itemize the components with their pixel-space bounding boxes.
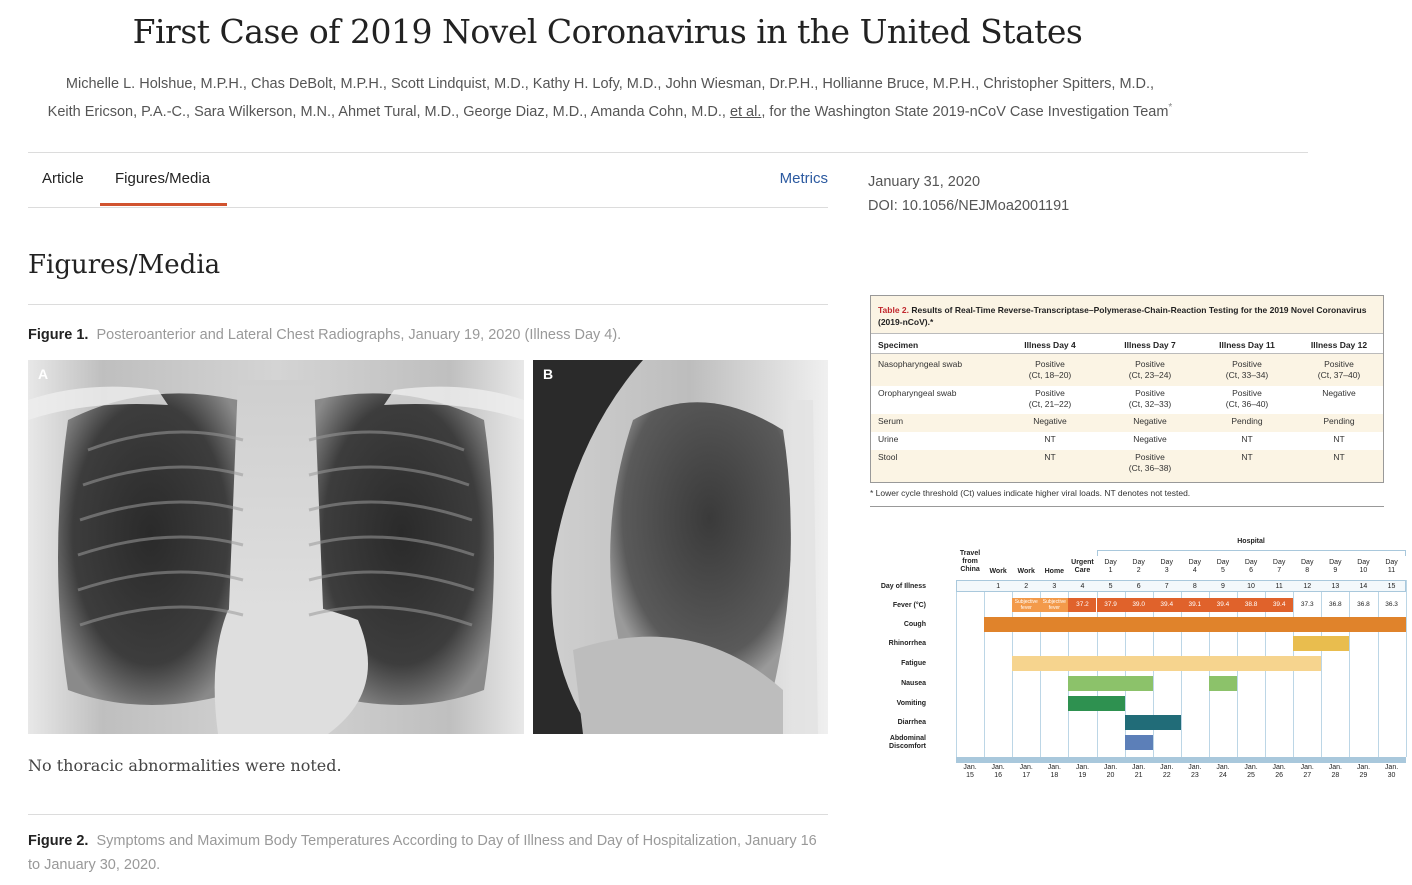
- date-label: Jan. 16: [991, 764, 1005, 779]
- authors-line-2: [30, 96, 1190, 124]
- section-divider: [28, 304, 828, 305]
- table-2-label: Table 2.: [878, 305, 910, 315]
- date-label: Jan. 28: [1328, 764, 1342, 779]
- table-2-cell: Positive (Ct, 36–40): [1225, 388, 1269, 409]
- hospital-day-label: Day 5: [1216, 559, 1230, 574]
- fever-value: Subjective fever: [1012, 598, 1040, 612]
- row-label: Fatigue: [901, 660, 926, 667]
- publication-date: January 31, 2020: [868, 174, 981, 190]
- xray-panel-b[interactable]: [533, 360, 828, 734]
- date-label: Jan. 17: [1019, 764, 1033, 779]
- date-label: Jan. 20: [1103, 764, 1118, 779]
- date-label: Jan. 18: [1047, 764, 1061, 779]
- symptom-bar: [1068, 696, 1124, 711]
- date-label: Jan. 22: [1160, 764, 1174, 779]
- date-label: Jan. 24: [1216, 764, 1230, 779]
- hospital-label: Hospital: [1237, 538, 1265, 545]
- table-2-header-2: Illness Day 7: [1124, 340, 1176, 350]
- symptom-bar: [1125, 715, 1181, 730]
- location-label: Work: [989, 568, 1007, 575]
- table-2-title: [878, 304, 1378, 328]
- location-label: Travel from China: [959, 550, 981, 573]
- authors-line-2-end: , for the Washington State 2019-nCoV Case Investigation Team: [761, 103, 1169, 120]
- figure-1-note: No thoracic abnormalities were noted.: [28, 756, 342, 775]
- row-label: Abdominal Discomfort: [889, 735, 926, 750]
- doi[interactable]: DOI: 10.1056/NEJMoa2001191: [868, 198, 1070, 214]
- posteroanterior-radiograph: [28, 360, 524, 734]
- illness-day-label: 11: [1275, 583, 1283, 590]
- bottom-axis-band: [956, 757, 1406, 763]
- location-label: Urgent Care: [1071, 559, 1094, 574]
- authors-line-1: Michelle L. Holshue, M.P.H., Chas DeBolt, M.P.H., Scott Lindquist, M.D., Kathy H. Lofy, M.D., John Wiesman, Dr.P.H., Hollianne Bruce, M.P.H., Christopher Spitters, M.D.,: [65, 76, 1155, 92]
- table-2-cell: Negative: [1133, 416, 1167, 426]
- figure-1-label: Figure 1.: [28, 327, 89, 343]
- symptom-bar: [1012, 656, 1321, 671]
- date-label: Jan. 29: [1356, 764, 1371, 779]
- table-2-cell: Negative: [1322, 388, 1356, 398]
- grid-line: [1406, 580, 1407, 757]
- table-2-cell: Positive (Ct, 21–22): [1028, 388, 1072, 409]
- fever-value: 39.0: [1125, 598, 1153, 612]
- fever-value: 36.8: [1357, 601, 1370, 608]
- fever-value: 36.8: [1329, 601, 1342, 608]
- table-2-cell: NT: [1241, 434, 1253, 444]
- table-2-cell: Stool: [878, 452, 898, 462]
- table-2-bottom-rule: [870, 506, 1384, 507]
- hospital-day-label: Day 6: [1244, 559, 1258, 574]
- symptom-timeline-chart[interactable]: [870, 535, 1399, 785]
- team-footnote-marker[interactable]: *: [1168, 102, 1173, 113]
- row-label: Vomiting: [896, 700, 926, 707]
- fever-value: 37.2: [1068, 598, 1096, 612]
- hospital-day-label: Day 11: [1385, 559, 1398, 574]
- date-label: Jan. 26: [1272, 764, 1286, 779]
- date-label: Jan. 25: [1244, 764, 1258, 779]
- table-2-cell: Positive (Ct, 23–24): [1128, 359, 1172, 380]
- section-heading: Figures/Media: [28, 250, 221, 280]
- fever-value: 39.1: [1181, 598, 1209, 612]
- table-2-cell: Positive (Ct, 18–20): [1028, 359, 1072, 380]
- hospital-day-label: Day 9: [1329, 559, 1342, 574]
- hospital-day-label: Day 4: [1188, 559, 1202, 574]
- date-label: Jan. 21: [1132, 764, 1146, 779]
- article-meta: [868, 170, 1069, 218]
- table-2-cell: Urine: [878, 434, 899, 444]
- date-label: Jan. 19: [1075, 764, 1090, 779]
- illness-day-label: 13: [1331, 583, 1340, 590]
- fever-value: Subjective fever: [1040, 598, 1068, 612]
- fever-value: 38.8: [1237, 598, 1265, 612]
- table-2-header-1: Illness Day 4: [1024, 340, 1076, 350]
- table-2-cell: NT: [1044, 434, 1056, 444]
- et-al-link[interactable]: et al.: [729, 103, 762, 120]
- hospital-day-label: Day 10: [1357, 559, 1370, 574]
- figure-2-caption: [28, 829, 828, 877]
- symptom-bar: [1209, 676, 1237, 691]
- illness-day-label: 7: [1164, 583, 1169, 590]
- illness-day-label: 4: [1080, 583, 1085, 590]
- date-label: Jan. 23: [1188, 764, 1202, 779]
- illness-day-label: 10: [1247, 583, 1255, 590]
- tab-figures-media[interactable]: Figures/Media: [115, 170, 211, 187]
- table-2-title-text: Results of Real-Time Reverse-Transcriptase–Polymerase-Chain-Reaction Testing for the 2019 Novel Coronavirus (2019-nCoV).*: [878, 305, 1367, 327]
- hospital-day-label: Day 7: [1272, 559, 1286, 574]
- tab-article[interactable]: Article: [42, 170, 84, 187]
- row-label: Nausea: [901, 680, 926, 687]
- table-2-cell: NT: [1044, 452, 1056, 462]
- table-2-footnote: * Lower cycle threshold (Ct) values indicate higher viral loads. NT denotes not tested.: [870, 488, 1191, 498]
- date-label: Jan. 27: [1300, 764, 1314, 779]
- row-label: Fever (°C): [892, 602, 926, 609]
- fever-value: 37.3: [1300, 601, 1314, 608]
- panel-b-label: B: [543, 366, 554, 382]
- symptom-bar: [984, 617, 1406, 632]
- article-tabs: [28, 160, 828, 208]
- table-2-cell: NT: [1333, 452, 1345, 462]
- illness-day-label: 2: [1024, 583, 1029, 590]
- table-2-cell: Positive (Ct, 32–33): [1128, 388, 1172, 409]
- illness-day-label: 14: [1359, 583, 1368, 590]
- figure-1-caption-text: Posteroanterior and Lateral Chest Radiographs, January 19, 2020 (Illness Day 4).: [96, 327, 622, 343]
- tab-metrics[interactable]: Metrics: [779, 170, 828, 187]
- lateral-radiograph: [533, 360, 828, 734]
- xray-panel-a[interactable]: [28, 360, 524, 734]
- figure-divider: [28, 814, 828, 815]
- illness-day-label: 12: [1303, 583, 1312, 590]
- illness-day-label: 8: [1192, 583, 1197, 590]
- grid-line: [956, 580, 957, 757]
- table-2-header-3: Illness Day 11: [1219, 340, 1275, 350]
- illness-day-label: 15: [1387, 583, 1396, 590]
- illness-day-label: 6: [1136, 583, 1141, 590]
- figure-2-label: Figure 2.: [28, 833, 89, 849]
- table-2-cell: Negative: [1133, 434, 1167, 444]
- illness-day-label: 9: [1220, 583, 1225, 590]
- table-2-header-0: Specimen: [878, 340, 919, 350]
- table-2-cell: Negative: [1033, 416, 1067, 426]
- fever-value: 39.4: [1265, 598, 1293, 612]
- table-2-cell: NT: [1333, 434, 1345, 444]
- location-label: Work: [1017, 568, 1035, 575]
- table-2-cell: NT: [1241, 452, 1253, 462]
- row-label: Rhinorrhea: [888, 640, 926, 647]
- hospital-bracket: [1097, 550, 1406, 556]
- figure-1-caption: [28, 323, 828, 347]
- figure-2-caption-text: Symptoms and Maximum Body Temperatures According to Day of Illness and Day of Hospitalization, January 16 to January 30, 2020.: [28, 833, 817, 873]
- table-2-cell: Nasopharyngeal swab: [878, 359, 963, 369]
- table-2-header-4: Illness Day 12: [1310, 340, 1368, 350]
- table-2-cell: Positive (Ct, 36–38): [1128, 452, 1172, 473]
- table-2[interactable]: [870, 295, 1384, 483]
- article-title: First Case of 2019 Novel Coronavirus in the United States: [132, 12, 1083, 51]
- table-2-cell: Pending: [1231, 416, 1263, 426]
- fever-value: 39.4: [1153, 598, 1181, 612]
- grid-line: [984, 580, 985, 757]
- illness-day-label: 1: [996, 583, 1001, 590]
- symptom-bar: [1125, 735, 1153, 750]
- hospital-day-label: Day 2: [1132, 559, 1145, 574]
- row-label: Diarrhea: [897, 719, 926, 726]
- hospital-day-label: Day 8: [1301, 559, 1314, 574]
- location-label: Home: [1044, 568, 1065, 575]
- table-2-cell: Positive (Ct, 33–34): [1225, 359, 1269, 380]
- fever-value: 36.3: [1385, 601, 1398, 608]
- illness-day-label: 3: [1052, 583, 1057, 590]
- table-2-cell: Serum: [878, 416, 904, 426]
- author-list: [30, 72, 1190, 124]
- active-tab-indicator: [100, 203, 227, 206]
- fever-value: 37.9: [1097, 598, 1125, 612]
- table-2-cell: Positive (Ct, 37–40): [1317, 359, 1361, 380]
- fever-value: 39.4: [1209, 598, 1237, 612]
- symptom-bar: [1068, 676, 1152, 691]
- date-label: Jan. 15: [963, 764, 977, 779]
- row-label: Cough: [903, 621, 926, 628]
- table-2-cell: Pending: [1323, 416, 1355, 426]
- hospital-day-label: Day 3: [1160, 559, 1173, 574]
- date-label: Jan. 30: [1384, 764, 1399, 779]
- header-divider: [28, 152, 1308, 153]
- hospital-day-label: Day 1: [1104, 559, 1117, 574]
- authors-line-2-start: Keith Ericson, P.A.-C., Sara Wilkerson, M.N., Ahmet Tural, M.D., George Diaz, M.D., Amanda Cohn, M.D.,: [47, 103, 730, 120]
- table-2-cell: Oropharyngeal swab: [878, 388, 957, 398]
- panel-a-label: A: [38, 366, 49, 382]
- illness-day-label: 5: [1108, 583, 1113, 590]
- symptom-bar: [1293, 636, 1349, 651]
- row-label: Day of Illness: [880, 583, 926, 590]
